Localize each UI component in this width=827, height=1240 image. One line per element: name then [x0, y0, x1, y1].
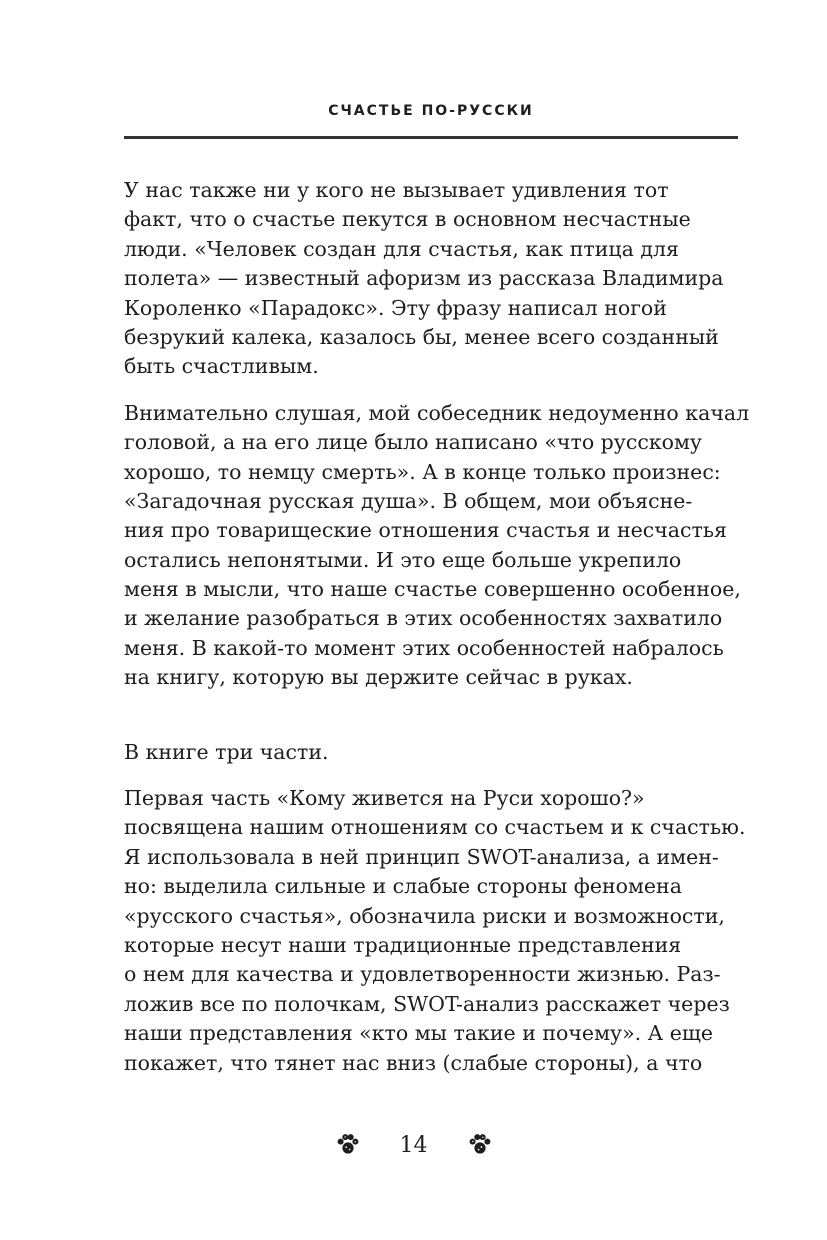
text-line: Короленко «Парадокс». Эту фразу написал ногой — [124, 295, 667, 320]
paragraph-3 — [124, 738, 742, 767]
text-line: но: выделила сильные и слабые стороны феномена — [124, 874, 682, 899]
text-line: посвящена нашим отношениям со счастьем и к счастью. — [124, 815, 746, 840]
text-line: хорошо, то немцу смерть». А в конце только произнес: — [124, 459, 721, 484]
text-line: В книге три части. — [124, 739, 329, 764]
text-line: быть счастливым. — [124, 354, 319, 379]
page-footer — [0, 1128, 827, 1162]
text-line: ложив все по полочкам, SWOT-анализ расскажет через — [124, 991, 730, 1016]
text-line: факт, что о счастье пекутся в основном несчастные — [124, 207, 691, 232]
text-line: меня. В какой-то момент этих особенностей набралось — [124, 635, 724, 660]
paragraph-4 — [124, 784, 746, 1078]
text-line: полета» — известный афоризм из рассказа Владимира — [124, 266, 724, 291]
text-line: Первая часть «Кому живется на Руси хорошо?» — [124, 786, 645, 811]
text-line: на книгу, которую вы держите сейчас в руках. — [124, 665, 633, 690]
paragraph-spacer — [124, 767, 742, 784]
paw-print-icon — [468, 1133, 492, 1157]
text-line: ния про товарищеские отношения счастья и несчастья — [124, 518, 727, 543]
text-line: Я использовала в ней принцип SWOT-анализа, а имен- — [124, 844, 719, 869]
text-line: наши представления «кто мы такие и почему». А еще — [124, 1021, 714, 1046]
text-line: которые несут наши традиционные представления — [124, 932, 682, 957]
text-line: и желание разобраться в этих особенностях захватило — [124, 606, 723, 631]
text-line: головой, а на его лице было написано «что русскому — [124, 430, 702, 455]
running-head-title: СЧАСТЬЕ ПО-РУССКИ — [328, 103, 534, 119]
text-line: безрукий калека, казалось бы, менее всего созданный — [124, 324, 719, 349]
paragraph-1 — [124, 176, 742, 382]
paragraph-spacer — [124, 382, 742, 399]
text-line: остались непонятыми. И это еще больше укрепило — [124, 547, 682, 572]
text-line: Внимательно слушая, мой собеседник недоуменно качал — [124, 400, 750, 425]
text-line: меня в мысли, что наше счастье совершенно особенное, — [124, 577, 741, 602]
section-spacer — [124, 693, 742, 738]
page-body — [124, 176, 750, 1078]
paw-print-icon — [336, 1133, 360, 1157]
page-number: 14 — [399, 1132, 428, 1158]
text-line: люди. «Человек создан для счастья, как птица для — [124, 236, 679, 261]
text-line: У нас также ни у кого не вызывает удивления тот — [124, 178, 669, 202]
text-line: «Загадочная русская душа». В общем, мои объясне- — [124, 488, 693, 513]
header-divider — [124, 136, 738, 139]
text-line: покажет, что тянет нас вниз (слабые стороны), а что — [124, 1050, 703, 1075]
paragraph-2 — [124, 399, 750, 693]
text-line: о нем для качества и удовлетворенности жизнью. Раз- — [124, 962, 721, 987]
text-line: «русского счастья», обозначила риски и возможности, — [124, 903, 725, 928]
